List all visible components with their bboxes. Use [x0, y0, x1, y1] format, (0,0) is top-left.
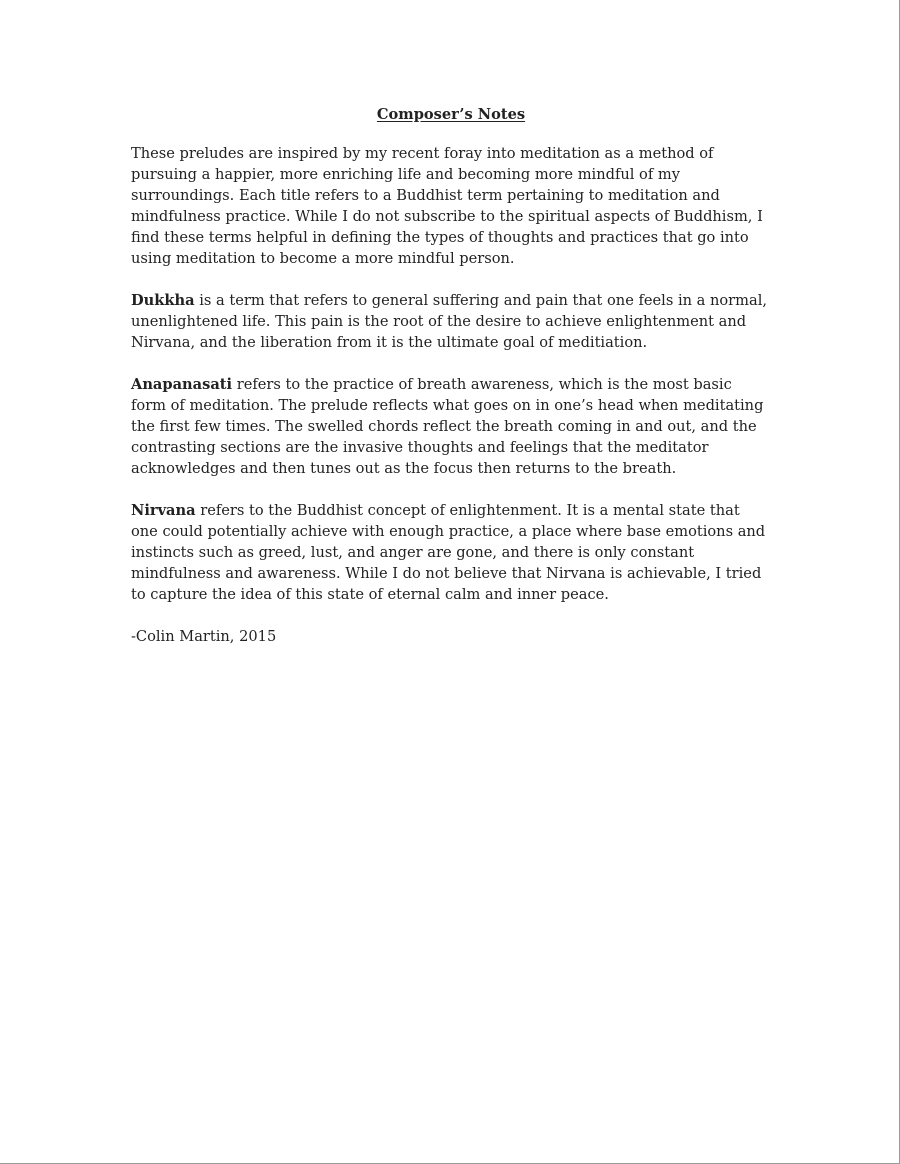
section-dukkha-text: is a term that refers to general suffering and pain that one feels in a normal, unenlightened life. This pain is the root of the desire to achieve enlightenment and Nirvana, and the liberation from it is the ultimate goal of meditiation. — [131, 292, 767, 351]
term-anapanasati: Anapanasati — [131, 376, 233, 393]
document-body — [131, 104, 771, 647]
document-title: Composer’s Notes — [376, 106, 526, 123]
section-anapanasati-text: refers to the practice of breath awareness, which is the most basic form of meditation. The prelude reflects what goes on in one’s head when meditating the first few times. The swelled chords reflect the breath coming in and out, and the contrasting sections are the invasive thoughts and feelings that the meditator acknowledges and then tunes out as the focus then returns to the breath. — [131, 376, 764, 477]
section-nirvana-text: refers to the Buddhist concept of enlightenment. It is a mental state that one could potentially achieve with enough practice, a place where base emotions and instincts such as greed, lust, and anger are gone, and there is only constant mindfulness and awareness. While I do not believe that Nirvana is achievable, I tried to capture the idea of this state of eternal calm and inner peace. — [131, 502, 766, 603]
section-nirvana — [131, 500, 771, 605]
term-nirvana: Nirvana — [131, 502, 196, 519]
term-dukkha: Dukkha — [131, 292, 195, 309]
section-dukkha — [131, 290, 771, 353]
intro-paragraph: These preludes are inspired by my recent foray into meditation as a method of pursuing a happier, more enriching life and becoming more mindful of my surroundings. Each title refers to a Buddhist term pertaining to meditation and mindfulness practice. While I do not subscribe to the spiritual aspects of Buddhism, I find these terms helpful in defining the types of thoughts and practices that go into using meditation to become a more mindful person. — [131, 145, 763, 267]
signature: -Colin Martin, 2015 — [131, 628, 277, 645]
section-anapanasati — [131, 374, 771, 479]
